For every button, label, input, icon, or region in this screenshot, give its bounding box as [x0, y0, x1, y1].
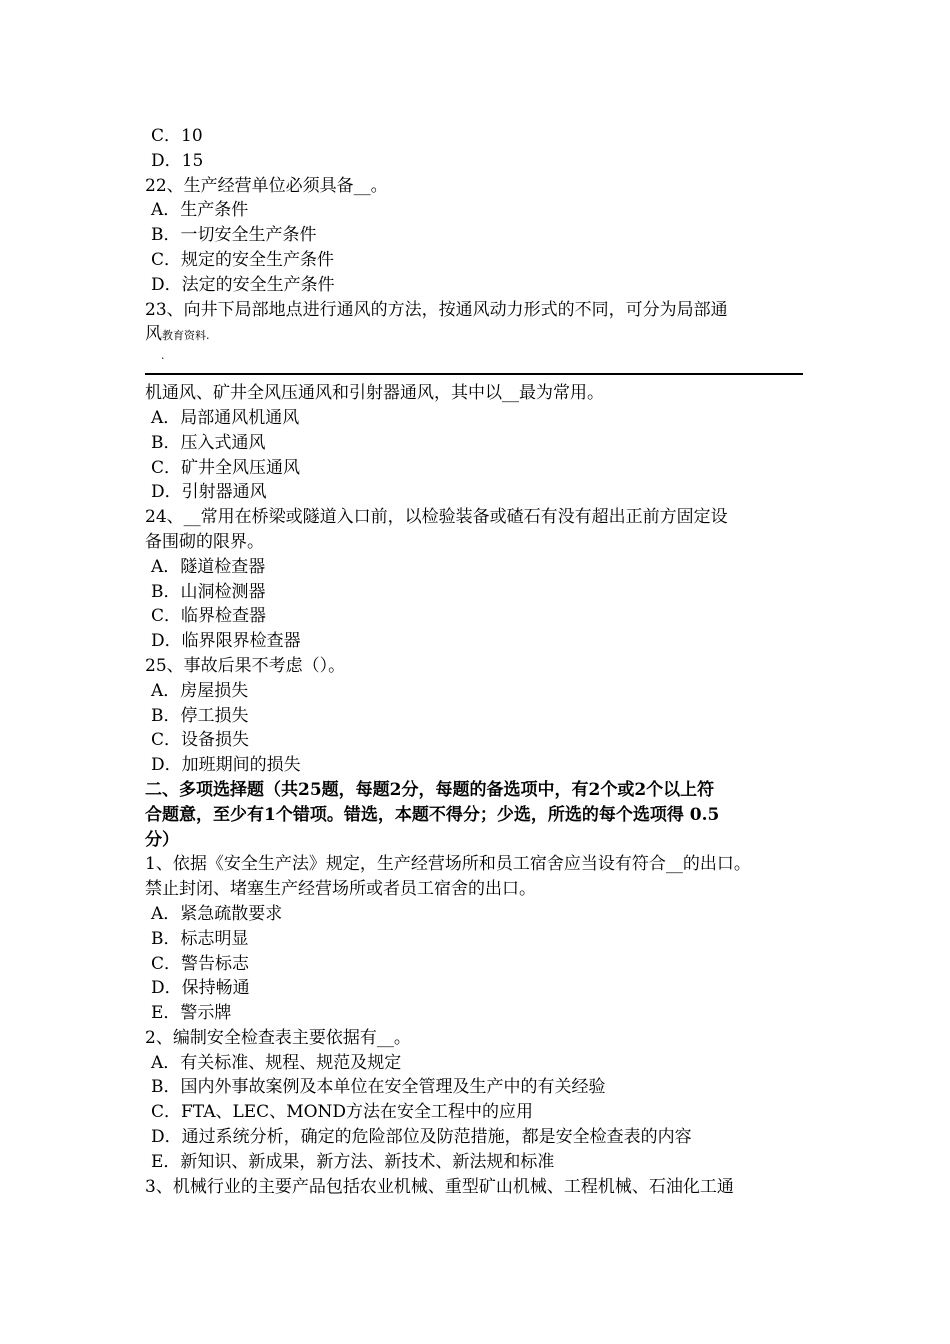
question-stem: 机通风、矿井全风压通风和引射器通风，其中以__最为常用。	[145, 383, 604, 404]
option: B．停工损失	[151, 705, 249, 726]
option: B．压入式通风	[151, 432, 266, 453]
section-heading: 分）	[145, 829, 179, 850]
question-stem: 备围砌的限界。	[145, 531, 264, 552]
option: C．规定的安全生产条件	[151, 249, 335, 270]
option: A．局部通风机通风	[151, 407, 300, 428]
option: A．生产条件	[151, 200, 249, 221]
question-stem-line	[145, 322, 825, 347]
question-stem: 25、事故后果不考虑（）。	[145, 655, 346, 676]
question-stem: 禁止封闭、堵塞生产经营场所或者员工宿舍的出口。	[145, 879, 536, 900]
option: C．矿井全风压通风	[151, 457, 301, 478]
question-stem: 3、机械行业的主要产品包括农业机械、重型矿山机械、工程机械、石油化工通	[145, 1176, 734, 1197]
option: B．一切安全生产条件	[151, 225, 317, 246]
question-stem-fragment: 风	[145, 324, 162, 345]
option: C．设备损失	[151, 730, 250, 751]
option: D．法定的安全生产条件	[151, 274, 335, 295]
option: A．紧急疏散要求	[151, 903, 283, 924]
option: D．引射器通风	[151, 482, 267, 503]
section-heading: 合题意，至少有1个错项。错选，本题不得分；少选，所选的每个选项得 0.5	[145, 804, 720, 825]
section-heading: 二、多项选择题（共25题，每题2分，每题的备选项中，有2个或2个以上符	[145, 779, 715, 800]
footer-note: 教育资料.	[162, 329, 210, 343]
option: D．临界限界检查器	[151, 631, 301, 652]
option: B．国内外事故案例及本单位在安全管理及生产中的有关经验	[151, 1077, 606, 1098]
option: D．加班期间的损失	[151, 755, 301, 776]
option: C．FTA、LEC、MOND方法在安全工程中的应用	[151, 1102, 534, 1123]
question-stem: 23、向井下局部地点进行通风的方法，按通风动力形式的不同，可分为局部通	[145, 299, 728, 320]
question-stem: 24、__常用在桥梁或隧道入口前，以检验装备或碴石有没有超出正前方固定设	[145, 507, 728, 528]
question-stem: 22、生产经营单位必须具备__。	[145, 175, 388, 196]
document-body	[145, 124, 825, 1199]
option: A．有关标准、规程、规范及规定	[151, 1052, 402, 1073]
question-stem: 1、依据《安全生产法》规定，生产经营场所和员工宿舍应当设有符合__的出口。	[145, 854, 751, 875]
option: E．警示牌	[151, 1003, 232, 1024]
option: D．保持畅通	[151, 978, 250, 999]
question-stem: 2、编制安全检查表主要依据有__。	[145, 1027, 411, 1048]
option: A．房屋损失	[151, 680, 249, 701]
option: A．隧道检查器	[151, 556, 266, 577]
option: B．标志明显	[151, 928, 249, 949]
option: C．临界检查器	[151, 606, 267, 627]
page-divider	[145, 373, 803, 375]
option: C．警告标志	[151, 953, 250, 974]
option: E．新知识、新成果，新方法、新技术、新法规和标准	[151, 1151, 555, 1172]
footer-dot: .	[161, 349, 165, 363]
option: D．通过系统分析，确定的危险部位及防范措施，都是安全检查表的内容	[151, 1127, 692, 1148]
option: B．山洞检测器	[151, 581, 266, 602]
option: C．10	[151, 126, 203, 146]
option: D．15	[151, 150, 204, 171]
